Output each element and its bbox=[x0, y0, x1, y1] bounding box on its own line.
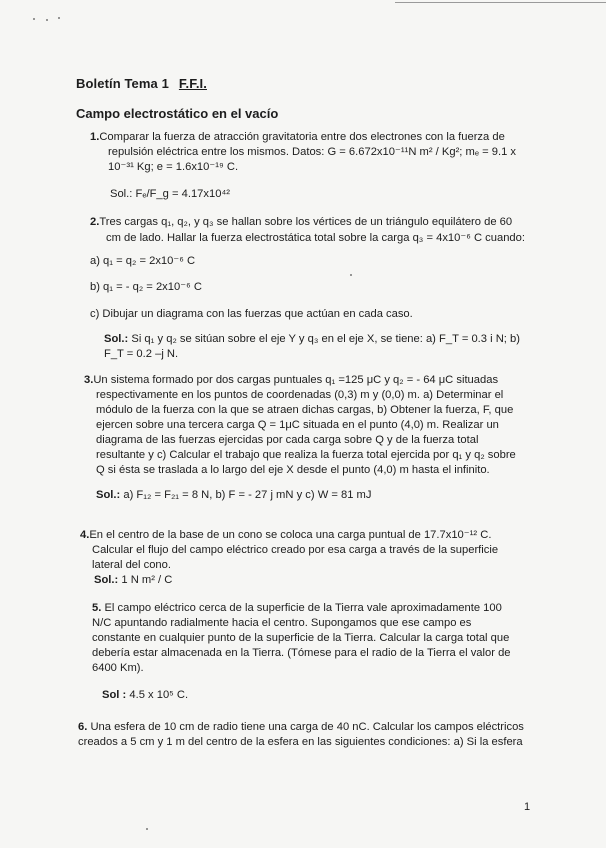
solution-text: Si q₁ y q₂ se sitúan sobre el eje Y y q₃ en el eje X, se tiene: a) F_T = 0.3 i N; b) bbox=[131, 333, 520, 345]
problem-2 bbox=[90, 215, 556, 230]
problem-number: 2. bbox=[90, 216, 100, 228]
scan-speck bbox=[58, 17, 60, 19]
problem-text: 6400 Km). bbox=[92, 662, 144, 674]
problem-5 bbox=[92, 601, 558, 616]
problem-text: ejercen sobre una tercera carga Q = 1μC situada en el punto (4,0) m. Realizar un bbox=[96, 419, 499, 431]
problem-text: debería estar almacenada en la Tierra. (Tómese para el radio de la Tierra el valor de bbox=[92, 647, 511, 659]
problem-text: constante en cualquier punto de la superficie de la Tierra. Calcular la carga total que bbox=[92, 632, 510, 644]
problem-number: 4. bbox=[80, 529, 90, 541]
solution-label: Sol.: bbox=[104, 333, 129, 345]
problem-4 bbox=[80, 528, 558, 543]
solution-text: a) F₁₂ = F₂₁ = 8 N, b) F = - 27 j mN y c) W = 81 mJ bbox=[123, 489, 372, 501]
problem-text: diagrama de las fuerzas ejercidas por cada carga sobre Q y de la fuerza total bbox=[96, 434, 479, 446]
solution-1 bbox=[110, 187, 230, 202]
problem-6 bbox=[78, 720, 562, 750]
solution-4 bbox=[94, 573, 172, 588]
problem-1-cont bbox=[108, 145, 558, 175]
problem-number: 5. bbox=[92, 602, 102, 614]
problem-4-cont bbox=[92, 543, 558, 573]
problem-number: 3. bbox=[84, 374, 94, 386]
solution-label: Sol.: bbox=[96, 489, 121, 501]
solution-5 bbox=[102, 688, 188, 703]
problem-text: Q si ésta se traslada a lo largo del eje X desde el punto (4,0) m hasta el infinito. bbox=[96, 464, 490, 476]
problem-text: N/C apuntando radialmente hacia el centro. Supongamos que ese campo es bbox=[92, 617, 472, 629]
problem-1 bbox=[90, 130, 554, 145]
problem-number: 1. bbox=[90, 131, 100, 143]
scan-speck bbox=[350, 274, 352, 276]
title-tag: F.F.I. bbox=[178, 76, 207, 91]
title-text: Boletín Tema 1 bbox=[76, 76, 169, 91]
problem-text: repulsión eléctrica entre los mismos. Datos: G = 6.672x10⁻¹¹N m² / Kg²; mₑ = 9.1 x bbox=[108, 146, 516, 158]
problem-text: lateral del cono. bbox=[92, 559, 171, 571]
problem-3-cont bbox=[96, 388, 558, 478]
problem-text: Tres cargas q₁, q₂, y q₃ se hallan sobre los vértices de un triángulo equilátero de 60 bbox=[99, 216, 513, 228]
problem-text: resultante y c) Calcular el trabajo que realiza la fuerza total ejercida por q₁ y q₂ sobre bbox=[96, 449, 516, 461]
solution-2 bbox=[104, 332, 556, 362]
problem-text: cm de lado. Hallar la fuerza electrostática total sobre la carga q₃ = 4x10⁻⁶ C cuando: bbox=[106, 232, 525, 244]
problem-2-part-c: c) Dibujar un diagrama con las fuerzas que actúan en cada caso. bbox=[90, 308, 413, 320]
solution-label: Sol.: bbox=[94, 574, 119, 586]
problem-text: 10⁻³¹ Kg; e = 1.6x10⁻¹⁹ C. bbox=[108, 161, 239, 173]
problem-text: Calcular el flujo del campo eléctrico creado por esa carga a través de la superficie bbox=[92, 544, 499, 556]
problem-2-part-b: b) q₁ = - q₂ = 2x10⁻⁶ C bbox=[90, 281, 202, 293]
scan-speck bbox=[146, 828, 148, 830]
problem-text: En el centro de la base de un cono se coloca una carga puntual de 17.7x10⁻¹² C. bbox=[89, 529, 492, 541]
problem-5-cont bbox=[92, 616, 558, 676]
problem-text: Comparar la fuerza de atracción gravitatoria entre dos electrones con la fuerza de bbox=[99, 131, 505, 143]
solution-label: Sol : bbox=[102, 689, 127, 701]
problem-2-cont bbox=[106, 231, 556, 246]
scan-edge-line bbox=[395, 2, 606, 3]
problem-text: El campo eléctrico cerca de la superficie de la Tierra vale aproximadamente 100 bbox=[104, 602, 502, 614]
problem-2-part-a: a) q₁ = q₂ = 2x10⁻⁶ C bbox=[90, 255, 196, 267]
problem-text: Un sistema formado por dos cargas puntuales q₁ =125 μC y q₂ = - 64 μC situadas bbox=[93, 374, 499, 386]
problem-3 bbox=[84, 373, 558, 388]
solution-3 bbox=[96, 488, 371, 503]
scan-speck bbox=[46, 19, 48, 21]
problem-text: Una esfera de 10 cm de radio tiene una carga de 40 nC. Calcular los campos eléctricos bbox=[90, 721, 524, 733]
solution-text: 4.5 x 10⁵ C. bbox=[129, 689, 189, 701]
solution-label: Sol.: bbox=[110, 188, 133, 200]
scan-speck bbox=[33, 18, 35, 20]
problem-text: módulo de la fuerza con la que se atraen dichas cargas, b) Obtener la fuerza, F, que bbox=[96, 404, 514, 416]
solution-text: 1 N m² / C bbox=[121, 574, 173, 586]
solution-text: Fₑ/F_g = 4.17x10⁴² bbox=[135, 188, 230, 200]
problem-text: creados a 5 cm y 1 m del centro de la esfera en las siguientes condiciones: a) Si la esfera bbox=[78, 736, 523, 748]
solution-text: F_T = 0.2 –j N. bbox=[104, 348, 179, 360]
problem-number: 6. bbox=[78, 721, 88, 733]
document-title bbox=[76, 76, 207, 91]
problem-text: respectivamente en los puntos de coordenadas (0,3) m y (0,0) m. a) Determinar el bbox=[96, 389, 504, 401]
section-title: Campo electrostático en el vacío bbox=[76, 106, 279, 121]
page-number: 1 bbox=[524, 801, 531, 813]
